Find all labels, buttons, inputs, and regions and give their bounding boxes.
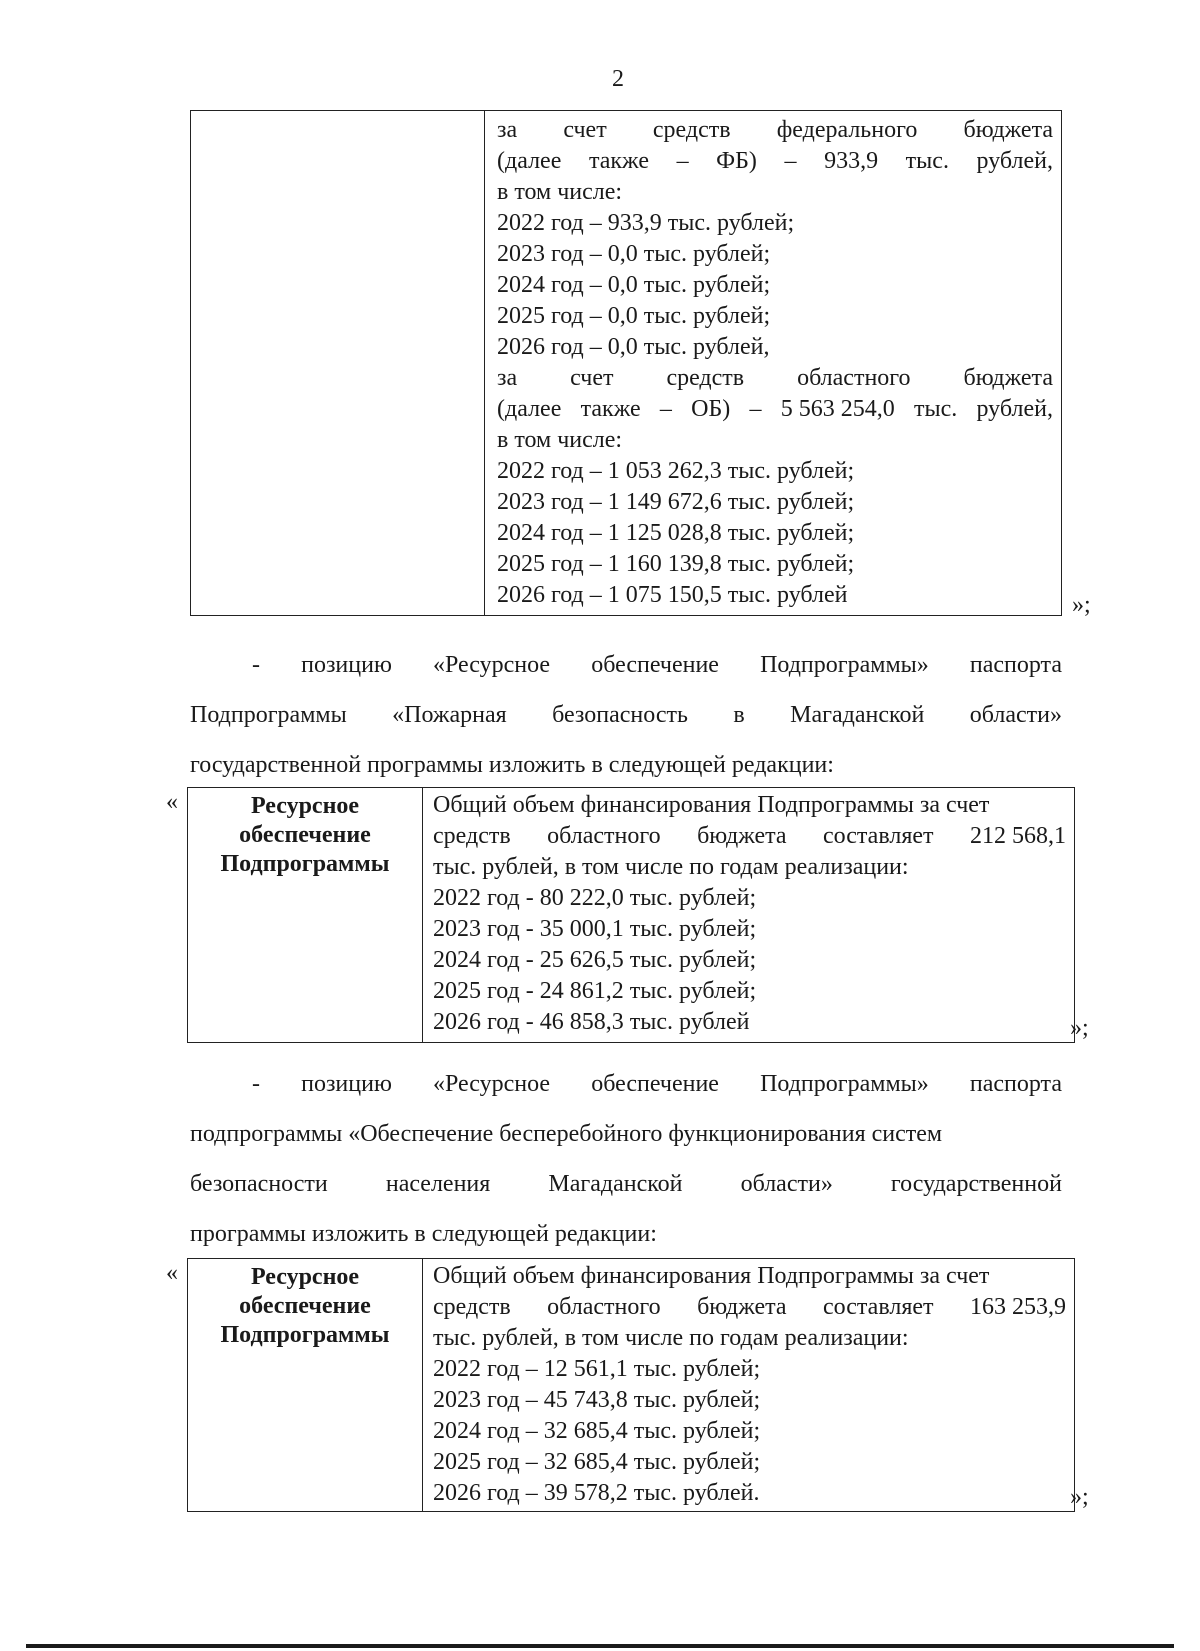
word: Подпрограммы [190, 702, 347, 728]
text-line [190, 1159, 1062, 1209]
empty-left-cell [191, 111, 485, 616]
text-line: 2024 год - 25 626,5 тыс. рублей; [433, 947, 757, 973]
word: паспорта [969, 1071, 1062, 1097]
open-quote-2: « [166, 789, 178, 815]
text-line: 2024 год – 32 685,4 тыс. рублей; [433, 1418, 761, 1444]
word: области» [740, 1171, 833, 1197]
word: средств [652, 117, 731, 143]
word: рублей, [976, 148, 1053, 174]
text-line: 2025 год – 32 685,4 тыс. рублей; [433, 1449, 761, 1475]
word: тыс. [913, 396, 958, 422]
word: 5 563 254,0 [780, 396, 895, 422]
word: (далее [497, 396, 562, 422]
word: средств [433, 1294, 511, 1320]
word: бюджета [963, 365, 1053, 391]
resource-label-cell [188, 1259, 423, 1512]
text-line [190, 1059, 1062, 1109]
word: «Ресурсное [433, 652, 551, 678]
word: 212 568,1 [969, 823, 1066, 849]
word: рублей, [976, 396, 1053, 422]
label-line: обеспечение [239, 822, 371, 848]
text-line [497, 394, 1053, 425]
word: областного [547, 823, 661, 849]
word: – [749, 396, 762, 422]
text-line: программы изложить в следующей редакции: [190, 1221, 657, 1247]
paragraph-fire-safety [190, 640, 1062, 790]
bottom-rule [26, 1644, 1174, 1648]
text-line [190, 640, 1062, 690]
close-quote-1: »; [1072, 592, 1091, 618]
text-line [497, 146, 1053, 177]
word: обеспечение [591, 1071, 719, 1097]
word: тыс. [905, 148, 949, 174]
word: населения [385, 1171, 491, 1197]
text-line: Общий объем финансирования Подпрограммы за счет [433, 792, 990, 818]
text-line: 2024 год – 1 125 028,8 тыс. рублей; [497, 520, 855, 546]
word: позицию [301, 652, 392, 678]
word: за [497, 117, 518, 143]
word: средств [433, 823, 511, 849]
text-line: 2025 год – 0,0 тыс. рублей; [497, 303, 771, 329]
label-line: обеспечение [239, 1293, 371, 1319]
text-line: в том числе: [497, 427, 623, 453]
text-line: 2022 год – 1 053 262,3 тыс. рублей; [497, 458, 855, 484]
word: также [588, 148, 649, 174]
text-line: 2026 год – 39 578,2 тыс. рублей. [433, 1480, 760, 1506]
word: составляет [823, 823, 934, 849]
text-line: 2024 год – 0,0 тыс. рублей; [497, 272, 771, 298]
word: Магаданской [790, 702, 925, 728]
text-line: 2023 год - 35 000,1 тыс. рублей; [433, 916, 757, 942]
close-quote-2: »; [1070, 1015, 1089, 1041]
word: - [252, 1071, 260, 1097]
word: средств [666, 365, 745, 391]
text-line: государственной программы изложить в следующей редакции: [190, 752, 834, 778]
funding-table-security-systems [187, 1258, 1075, 1512]
text-line: 2026 год – 1 075 150,5 тыс. рублей [497, 582, 848, 608]
text-line [190, 690, 1062, 740]
word: 933,9 [824, 148, 879, 174]
funding-table-1 [190, 110, 1062, 616]
text-line: 2026 год - 46 858,3 тыс. рублей [433, 1009, 750, 1035]
word: областного [547, 1294, 661, 1320]
word: счет [570, 365, 614, 391]
page-number: 2 [612, 66, 624, 92]
word: областного [797, 365, 911, 391]
word: бюджета [963, 117, 1053, 143]
word: – [659, 396, 672, 422]
text-line: 2022 год - 80 222,0 тыс. рублей; [433, 885, 757, 911]
word: (далее [497, 148, 562, 174]
word: «Ресурсное [433, 1071, 551, 1097]
word: – [676, 148, 689, 174]
text-line: в том числе: [497, 179, 623, 205]
label-line: Ресурсное [250, 1264, 360, 1290]
text-line: 2026 год – 0,0 тыс. рублей, [497, 334, 770, 360]
word: ОБ) [691, 396, 731, 422]
open-quote-3: « [166, 1260, 178, 1286]
word: составляет [823, 1294, 934, 1320]
text-line: 2025 год - 24 861,2 тыс. рублей; [433, 978, 757, 1004]
text-line: 2025 год – 1 160 139,8 тыс. рублей; [497, 551, 855, 577]
word: «Пожарная [392, 702, 507, 728]
word: Подпрограммы» [760, 652, 929, 678]
word: области» [969, 702, 1062, 728]
word: паспорта [969, 652, 1062, 678]
word: Магаданской [548, 1171, 683, 1197]
label-line: Ресурсное [250, 793, 360, 819]
word: счет [563, 117, 607, 143]
text-line [433, 1292, 1066, 1323]
text-line: подпрограммы «Обеспечение бесперебойного функционирования систем [190, 1121, 943, 1147]
funding-text-cell [485, 111, 1062, 616]
text-line: тыс. рублей, в том числе по годам реализации: [433, 854, 909, 880]
word: 163 253,9 [969, 1294, 1066, 1320]
text-line: 2023 год – 0,0 тыс. рублей; [497, 241, 771, 267]
word: - [252, 652, 260, 678]
text-line: Общий объем финансирования Подпрограммы за счет [433, 1263, 990, 1289]
word: также [580, 396, 641, 422]
resource-text-cell [423, 1259, 1075, 1512]
word: ФБ) [716, 148, 757, 174]
label-line: Подпрограммы [220, 851, 390, 877]
word: федерального [776, 117, 918, 143]
word: безопасности [190, 1171, 328, 1197]
word: за [497, 365, 518, 391]
word: безопасность [552, 702, 688, 728]
close-quote-3: »; [1070, 1484, 1089, 1510]
resource-text-cell [423, 788, 1075, 1043]
word: позицию [301, 1071, 392, 1097]
word: бюджета [697, 823, 787, 849]
text-line: 2023 год – 45 743,8 тыс. рублей; [433, 1387, 761, 1413]
text-line [433, 821, 1066, 852]
word: обеспечение [591, 652, 719, 678]
word: Подпрограммы» [760, 1071, 929, 1097]
funding-table-fire-safety [187, 787, 1075, 1043]
text-line [497, 363, 1053, 394]
label-line: Подпрограммы [220, 1322, 390, 1348]
word: в [733, 702, 745, 728]
paragraph-security-systems [190, 1059, 1062, 1259]
text-line: тыс. рублей, в том числе по годам реализации: [433, 1325, 909, 1351]
text-line: 2022 год – 933,9 тыс. рублей; [497, 210, 795, 236]
word: бюджета [697, 1294, 787, 1320]
resource-label-cell [188, 788, 423, 1043]
text-line [497, 115, 1053, 146]
text-line: 2023 год – 1 149 672,6 тыс. рублей; [497, 489, 855, 515]
word: – [784, 148, 797, 174]
word: государственной [890, 1171, 1062, 1197]
text-line: 2022 год – 12 561,1 тыс. рублей; [433, 1356, 761, 1382]
